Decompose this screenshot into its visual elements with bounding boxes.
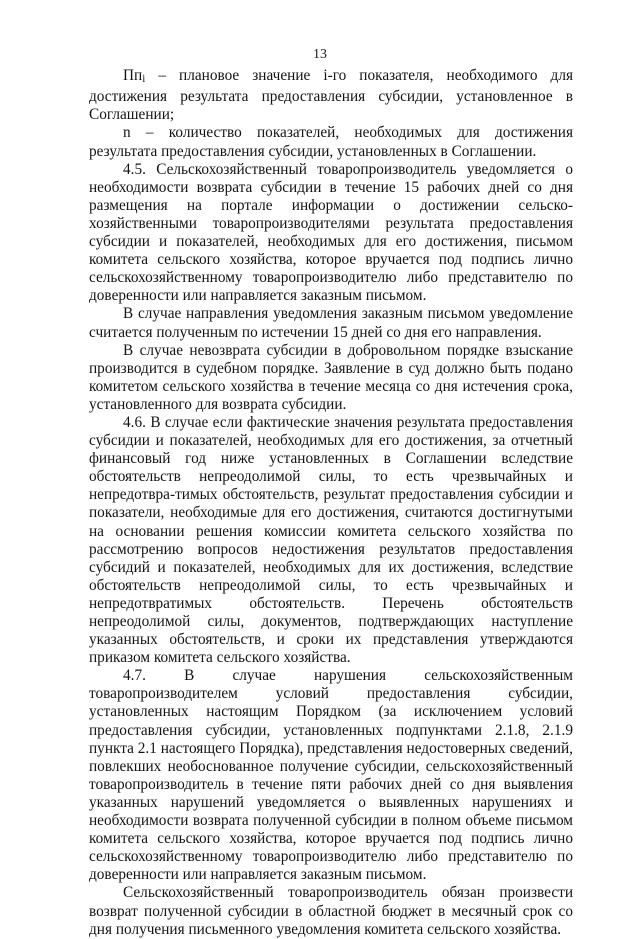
pp-subscript: i bbox=[142, 73, 146, 86]
paragraph-pp-definition bbox=[89, 67, 573, 124]
paragraph-4-5: 4.5. Сельскохозяйственный товаропроизводитель уведомляется о необходимости возврата субсидии в течение 15 рабочих дней со дня размещения на портале информации о достижении сельско-хозяйственными товаропроизводителями результата предоставления субсидии и показателей, необходимых для его достижения, письмом комитета сельского хозяйства, которое вручается под подпись лично сельскохозяйственному товаропроизводителю либо представителю по доверенности или направляется заказным письмом. bbox=[89, 160, 573, 305]
pp-definition-text: – плановое значение i-го показателя, необходимого для достижения результата предоставления субсидии, установленное в Соглашении; bbox=[89, 67, 573, 124]
paragraph-4-6: 4.6. В случае если фактические значения результата предоставления субсидии и показателей, необходимых для его достижения, за отчетный финансовый год ниже установленных в Соглашении вследствие обстоятельств непреодолимой силы, то есть чрезвычайных и непредотвра-тимых обстоятельств, результат предоставления субсидии и показатели, необходимые для его достижения, считаются достигнутыми на основании решения комиссии комитета сельского хозяйства по рассмотрению вопросов недостижения результатов предоставления субсидий и показателей, необходимых для их достижения, вследствие обстоятельств непреодолимой силы, то есть чрезвычайных и непредотвратимых обстоятельств. Перечень обстоятельств непреодолимой силы, документов, подтверждающих наступление указанных обстоятельств, и сроки их представления утверждаются приказом комитета сельского хозяйства. bbox=[89, 413, 573, 667]
paragraph-4-7: 4.7. В случае нарушения сельскохозяйственным товаропроизводителем условий предоставления субсидии, установленных настоящим Порядком (за исключением условий предоставления субсидии, установленных подпунктами 2.1.8, 2.1.9 пункта 2.1 настоящего Порядка), представления недостоверных сведений, повлекших необоснованное получение субсидии, сельскохозяйственный товаропроизводитель в течение пяти рабочих дней со дня выявления указанных нарушений уведомляется о выявленных нарушениях и необходимости возврата полученной субсидии в полном объеме письмом комитета сельского хозяйства, которое вручается под подпись лично сельскохозяйственному товаропроизводителю либо представителю по доверенности или направляется заказным письмом. bbox=[89, 667, 573, 884]
paragraph-court-recovery: В случае невозврата субсидии в добровольном порядке взыскание производится в судебном порядке. Заявление в суд должно быть подано комитетом сельского хозяйства в течение месяца со дня истечения срока, установленного для возврата субсидии. bbox=[89, 341, 573, 413]
pp-symbol: Пп bbox=[123, 67, 143, 84]
page-number: 13 bbox=[313, 47, 327, 62]
paragraph-n-definition: n – количество показателей, необходимых для достижения результата предоставления субсидии, установленных в Соглашении. bbox=[89, 124, 573, 160]
document-body bbox=[89, 67, 573, 939]
paragraph-refund-obligation: Сельскохозяйственный товаропроизводитель обязан произвести возврат полученной субсидии в областной бюджет в месячный срок со дня получения письменного уведомления комитета сельского хозяйства. bbox=[89, 884, 573, 938]
paragraph-registered-letter: В случае направления уведомления заказным письмом уведомление считается полученным по истечении 15 дней со дня его направления. bbox=[89, 305, 573, 341]
